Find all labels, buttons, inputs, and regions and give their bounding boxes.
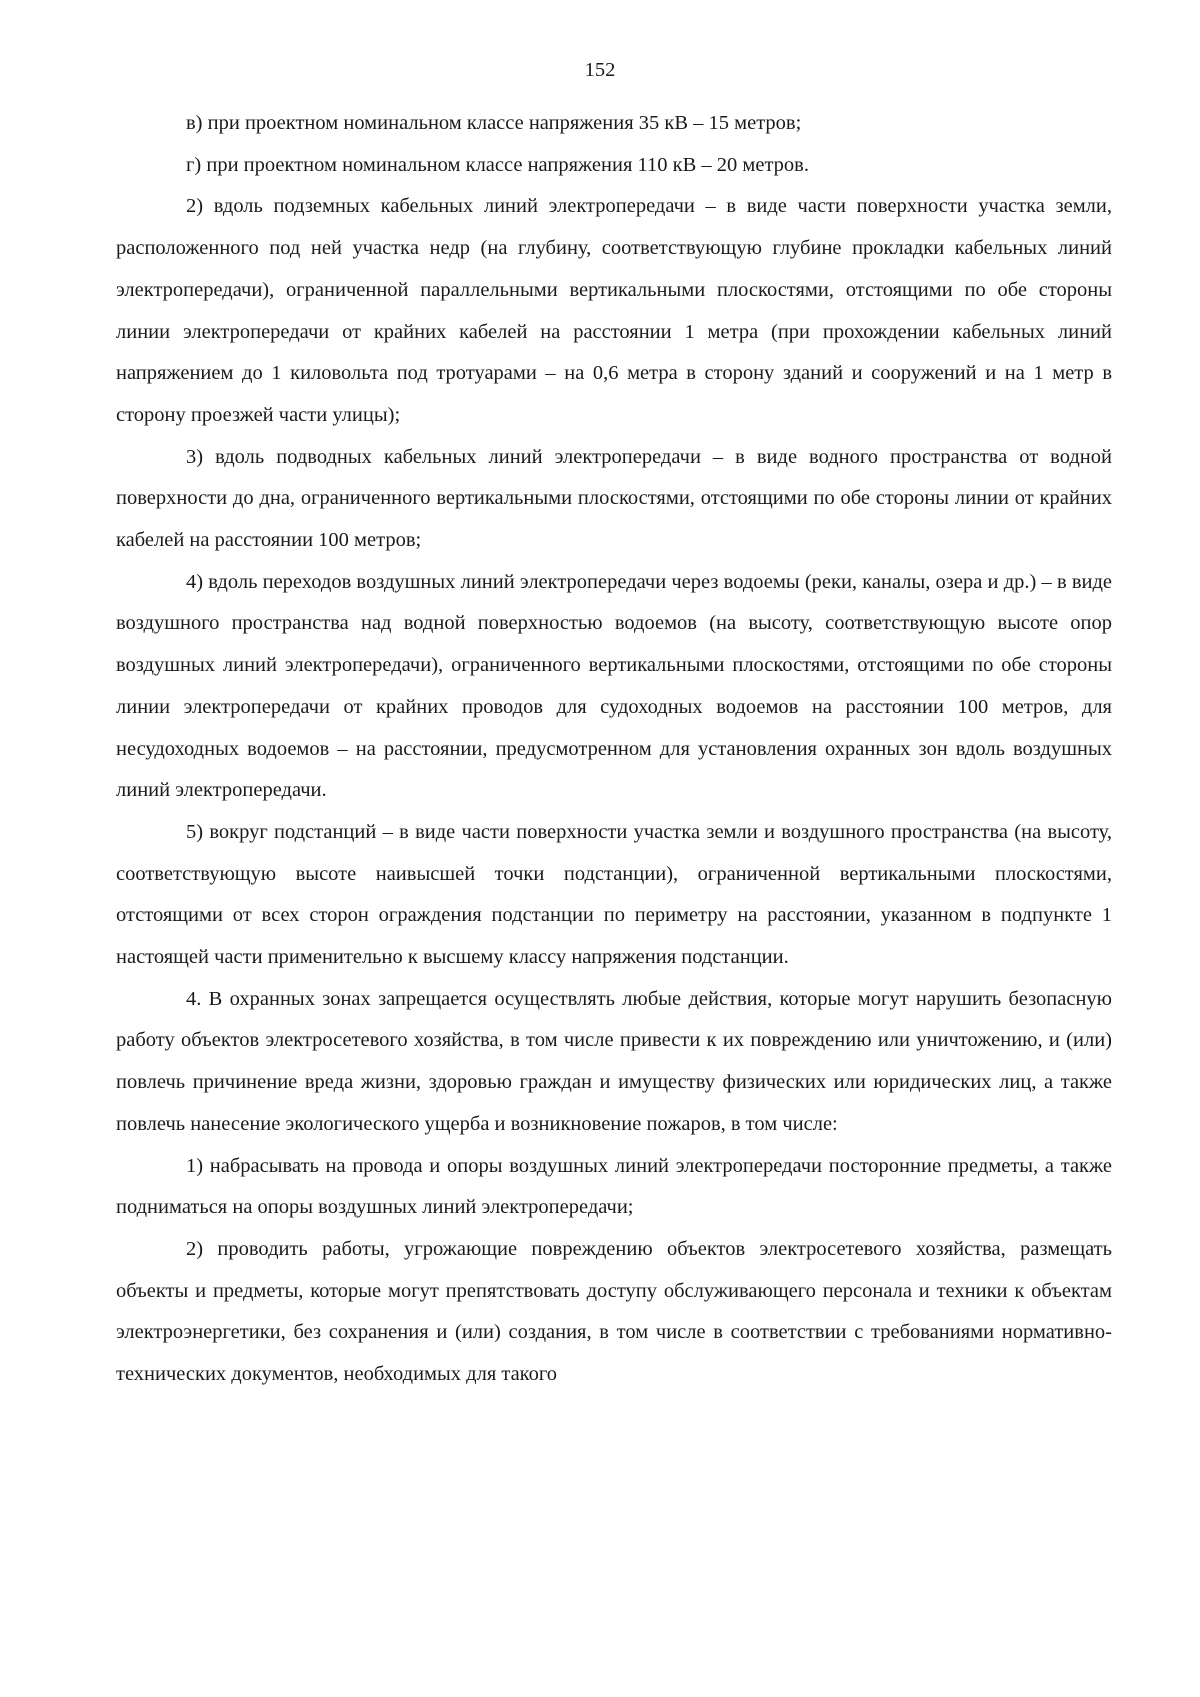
- paragraph-prohibition-1: 1) набрасывать на провода и опоры воздушных линий электропередачи посторонние предметы, а также подниматься на опоры воздушных линий электропередачи;: [116, 1154, 1112, 1219]
- paragraph-prohibition-2: 2) проводить работы, угрожающие повреждению объектов электросетевого хозяйства, размещать объекты и предметы, которые могут препятствовать доступу обслуживающего персонала и техники к объектам электроэнергетики, без сохранения и (или) создания, в том числе в соответствии с требованиями нормативно-технических документов, необходимых для такого: [116, 1237, 1112, 1386]
- paragraph-item-g: г) при проектном номинальном классе напряжения 110 кВ – 20 метров.: [186, 153, 809, 176]
- paragraph-substations: 5) вокруг подстанций – в виде части поверхности участка земли и воздушного пространства (на высоту, соответствующую высоте наивысшей точки подстанции), ограниченной вертикальными плоскостями, отстоящими от всех сторон ограждения подстанции по периметру на расстоянии, указанном в подпункте 1 настоящей части применительно к высшему классу напряжения подстанции.: [116, 820, 1112, 969]
- document-body: [116, 103, 1112, 1396]
- paragraph-item-v: в) при проектном номинальном классе напряжения 35 кВ – 15 метров;: [186, 112, 802, 134]
- page-number: 152: [584, 59, 616, 81]
- paragraph-underwater-cables: 3) вдоль подводных кабельных линий электропередачи – в виде водного пространства от водной поверхности до дна, ограниченного вертикальными плоскостями, отстоящими по обе стороны линии от крайних кабелей на расстоянии 100 метров;: [116, 445, 1112, 552]
- paragraph-water-crossings: 4) вдоль переходов воздушных линий электропередачи через водоемы (реки, каналы, озера и др.) – в виде воздушного пространства над водной поверхностью водоемов (на высоту, соответствующую высоте опор воздушных линий электропередачи), ограниченного вертикальными плоскостями, отстоящими по обе стороны линии электропередачи от крайних проводов для судоходных водоемов на расстоянии 100 метров, для несудоходных водоемов – на расстоянии, предусмотренном для установления охранных зон вдоль воздушных линий электропередачи.: [116, 570, 1112, 802]
- paragraph-underground-cables: 2) вдоль подземных кабельных линий электропередачи – в виде части поверхности участка земли, расположенного под ней участка недр (на глубину, соответствующую глубине прокладки кабельных линий электропередачи), ограниченной параллельными вертикальными плоскостями, отстоящими по обе стороны линии электропередачи от крайних кабелей на расстоянии 1 метра (при прохождении кабельных линий напряжением до 1 киловольта под тротуарами – на 0,6 метра в сторону зданий и сооружений и на 1 метр в сторону проезжей части улицы);: [116, 195, 1112, 426]
- paragraph-section-4-prohibitions: 4. В охранных зонах запрещается осуществлять любые действия, которые могут нарушить безопасную работу объектов электросетевого хозяйства, в том числе привести к их повреждению или уничтожению, и (или) повлечь причинение вреда жизни, здоровью граждан и имуществу физических или юридических лиц, а также повлечь нанесение экологического ущерба и возникновение пожаров, в том числе:: [116, 987, 1112, 1135]
